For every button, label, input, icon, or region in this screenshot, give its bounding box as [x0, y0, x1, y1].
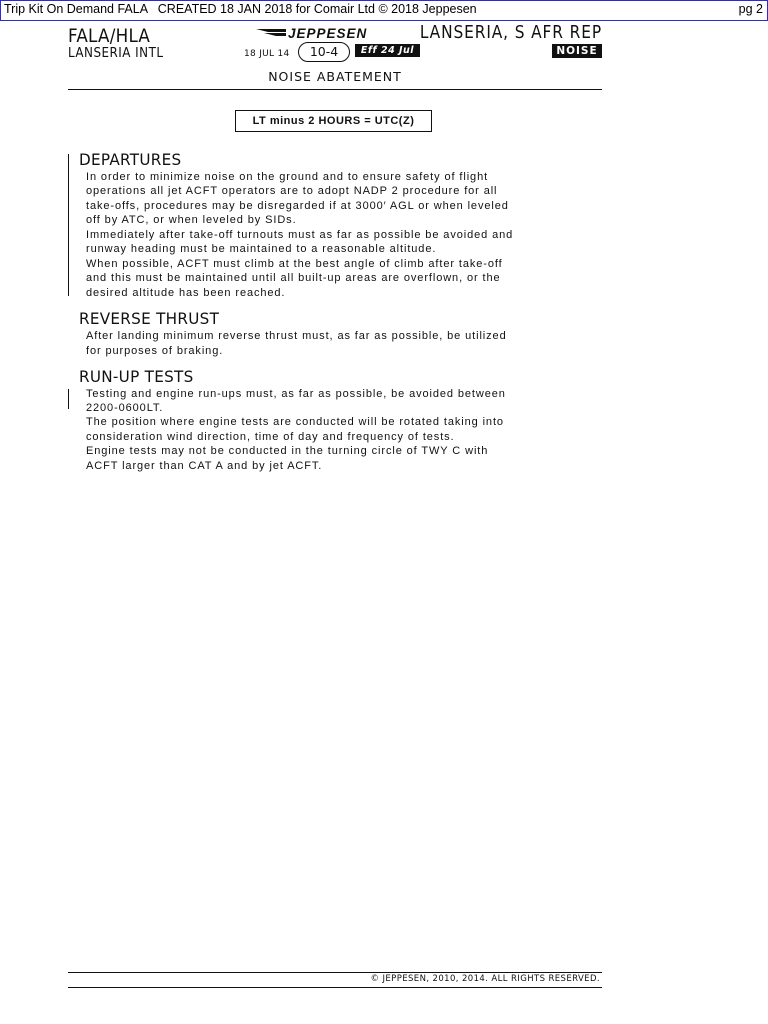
revision-bar [68, 154, 69, 296]
trip-kit-banner [0, 0, 768, 21]
section-text-line: 2200-0600LT. [86, 402, 164, 414]
section-title-run-up-tests: RUN-UP TESTS [79, 367, 194, 386]
section-text-line: and this must be maintained until all built-up areas are overflown, or the [86, 272, 501, 284]
footer-divider-bottom [68, 987, 602, 988]
section-text-line: When possible, ACFT must climb at the best angle of climb after take-off [86, 258, 503, 270]
section-text-line: Testing and engine run-ups must, as far as possible, be avoided between [86, 388, 506, 400]
section-text-line: The position where engine tests are conducted will be rotated taking into [86, 416, 504, 428]
section-text-line: ACFT larger than CAT A and by jet ACFT. [86, 460, 323, 472]
section-text-line: Engine tests may not be conducted in the turning circle of TWY C with [86, 445, 489, 457]
airport-name: LANSERIA INTL [68, 46, 164, 61]
utc-conversion-box: LT minus 2 HOURS = UTC(Z) [235, 110, 432, 132]
copyright-notice: © JEPPESEN, 2010, 2014. ALL RIGHTS RESERVED. [370, 974, 600, 984]
city-country: LANSERIA, S AFR REP [419, 23, 602, 43]
section-text-line: off by ATC, or when leveled by SIDs. [86, 214, 297, 226]
swoosh-icon [256, 28, 288, 38]
section-text-line: runway heading must be maintained to a reasonable altitude. [86, 243, 437, 255]
header-divider [68, 89, 602, 90]
footer-divider-top [68, 972, 602, 973]
section-text-line: Immediately after take-off turnouts must as far as possible be avoided and [86, 229, 514, 241]
section-title-departures: DEPARTURES [79, 150, 182, 169]
revision-bar [68, 389, 69, 409]
brand-name: JEPPESEN [288, 26, 368, 41]
jeppesen-logo [256, 26, 381, 42]
page-title: NOISE ABATEMENT [268, 69, 402, 84]
section-text-line: In order to minimize noise on the ground and to ensure safety of flight [86, 171, 489, 183]
section-text-line: operations all jet ACFT operators are to adopt NADP 2 procedure for all [86, 185, 498, 197]
section-text-line: After landing minimum reverse thrust must, as far as possible, be utilized [86, 330, 507, 342]
section-text-line: for purposes of braking. [86, 345, 224, 357]
section-title-reverse-thrust: REVERSE THRUST [79, 309, 220, 328]
effective-date-badge: Eff 24 Jul [355, 44, 420, 57]
page-indicator: pg 2 [738, 2, 763, 16]
banner-text: Trip Kit On Demand FALA CREATED 18 JAN 2018 for Comair Ltd © 2018 Jeppesen [4, 2, 477, 16]
section-text-line: desired altitude has been reached. [86, 287, 286, 299]
section-text-line: take-offs, procedures may be disregarded if at 3000′ AGL or when leveled [86, 200, 509, 212]
noise-badge: NOISE [552, 44, 602, 58]
chart-date: 18 JUL 14 [244, 49, 290, 59]
airport-identifier: FALA/HLA [68, 25, 151, 47]
section-text-line: consideration wind direction, time of day and frequency of tests. [86, 431, 455, 443]
chart-page-number: 10-4 [298, 42, 350, 62]
